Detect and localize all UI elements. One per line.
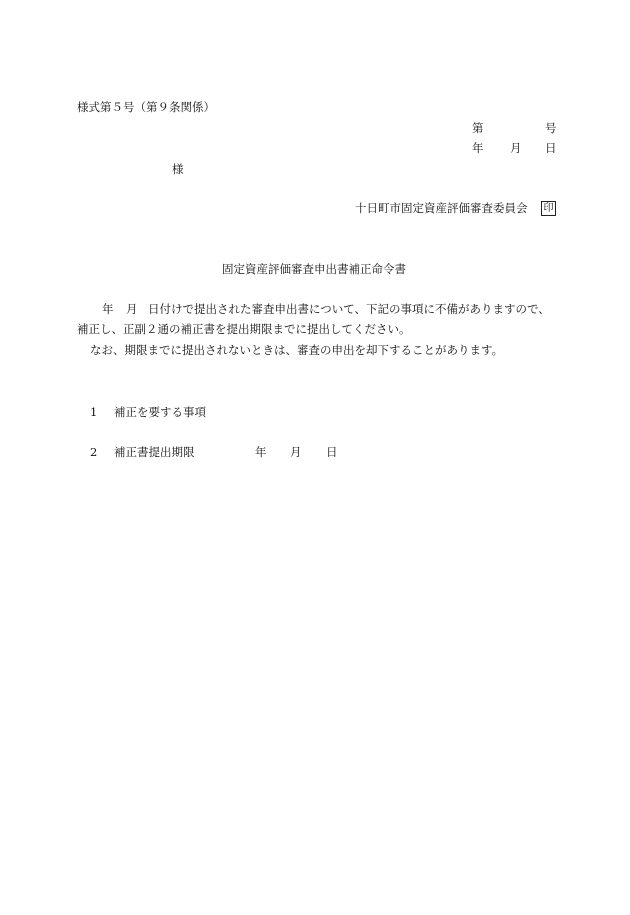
deadline-day: 日 [326, 445, 338, 459]
body-line-3: なお、期限までに提出されないときは、審査の申出を却下することがあります。 [90, 343, 504, 357]
doc-number-suffix: 号 [545, 121, 557, 135]
item-1-label: 補正を要する事項 [114, 405, 206, 419]
deadline-month: 月 [290, 445, 302, 459]
body-year: 年 [102, 302, 114, 316]
addressee-suffix: 様 [172, 162, 184, 176]
date-year: 年 [472, 141, 484, 155]
item-2-label: 補正書提出期限 [114, 445, 195, 459]
form-label: 様式第５号（第９条関係） [77, 100, 215, 114]
document-title: 固定資産評価審査申出書補正命令書 [222, 262, 406, 276]
body-month: 月 [126, 302, 138, 316]
deadline-year: 年 [255, 445, 267, 459]
date-month: 月 [510, 141, 522, 155]
date-day: 日 [545, 141, 557, 155]
body-line-2: 補正し、正副２通の補正書を提出期限までに提出してください。 [77, 322, 411, 336]
body-line-1: 日付けで提出された審査申出書について、下記の事項に不備がありますので、 [148, 302, 550, 316]
issuer-name: 十日町市固定資産評価審査委員会 [355, 201, 528, 215]
item-1-number: 1 [90, 405, 98, 419]
item-2-number: 2 [90, 445, 98, 459]
doc-number-prefix: 第 [472, 121, 484, 135]
seal-mark: 印 [541, 201, 556, 216]
